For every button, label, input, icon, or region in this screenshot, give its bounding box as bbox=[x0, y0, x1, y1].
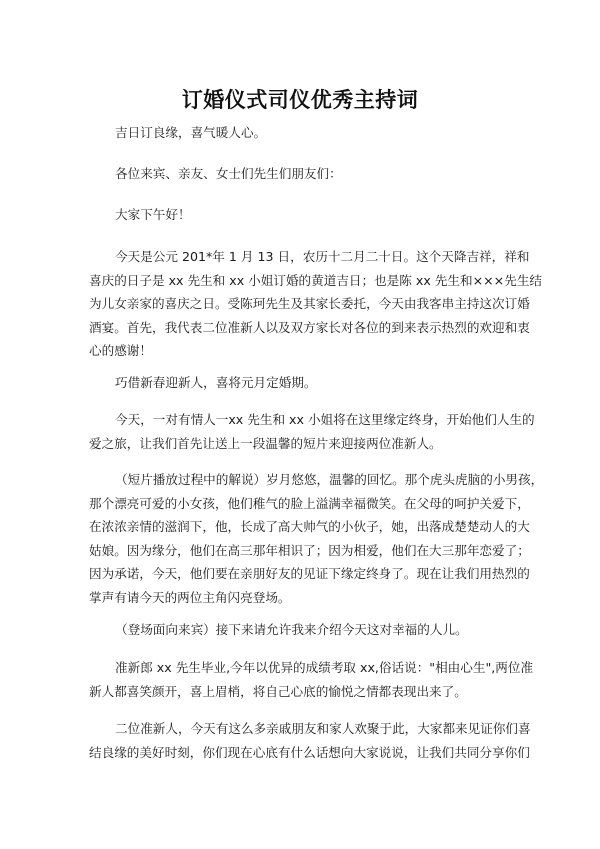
text-line: 新人都喜笑颜开，喜上眉梢，将自己心底的愉悦之情都表现出来了。 bbox=[89, 683, 467, 699]
text-line: 掌声有请今天的两位主角闪亮登场。 bbox=[89, 589, 291, 605]
paragraph-date-welcome bbox=[89, 245, 543, 363]
paragraph-video-narration bbox=[89, 468, 544, 609]
text-line: 吉日订良缘，喜气暖人心。 bbox=[115, 125, 267, 140]
text-line: 今天，一对有情人一xx 先生和 xx 小姐将在这里缘定终身，开始他们人生的 bbox=[115, 412, 535, 427]
document-title: 订婚仪式司仪优秀主持词 bbox=[181, 88, 419, 112]
text-line: 在浓浓亲情的滋润下，他，长成了高大帅气的小伙子，她，出落成楚楚动人的大 bbox=[89, 519, 530, 534]
text-line: 大家下午好！ bbox=[115, 207, 191, 222]
text-line: 为儿女亲家的喜庆之日。受陈珂先生及其家长委托，今天由我客串主持这次订婚 bbox=[89, 296, 530, 311]
paragraph-couple-intro bbox=[89, 408, 535, 455]
text-line: （登场面向来宾）接下来请允许我来介绍今天这对幸福的人儿。 bbox=[115, 622, 468, 637]
paragraph-entrance bbox=[89, 618, 531, 642]
text-line: 爱之旅，让我们首先让送上一段温馨的短片来迎接两位准新人。 bbox=[89, 435, 442, 451]
text-line: 酒宴。首先，我代表二位准新人以及双方家长对各位的到来表示热烈的欢迎和衷 bbox=[89, 319, 530, 335]
text-line: 心的感谢！ bbox=[89, 343, 152, 358]
text-line: （短片播放过程中的解说）岁月悠悠，温馨的回忆。那个虎头虎脑的小男孩， bbox=[115, 472, 544, 487]
text-line: 今天是公元 201*年 1 月 13 日，农历十二月二十日。这个天降吉祥，祥和 bbox=[115, 249, 530, 264]
text-line: 姑娘。因为缘分，他们在高三那年相识了；因为相爱，他们在大三那年恋爱了； bbox=[89, 542, 530, 558]
text-line: 结良缘的美好时刻，你们现在心底有什么话想向大家说说，让我们共同分享你们 bbox=[89, 744, 530, 760]
paragraph-share-words bbox=[89, 717, 531, 764]
text-line: 喜庆的日子是 xx 先生和 xx 小姐订婚的黄道吉日；也是陈 xx 先生和×××先生结 bbox=[89, 272, 543, 288]
paragraph-groom-intro bbox=[89, 656, 534, 703]
paragraph-greeting-verse bbox=[89, 121, 531, 145]
text-line: 因为承诺，今天，他们要在亲朋好友的见证下缘定终身了。现在让我们用热烈的 bbox=[89, 566, 530, 581]
paragraph-new-year-verse bbox=[89, 371, 531, 395]
paragraph-good-afternoon bbox=[89, 203, 531, 227]
text-line: 二位准新人，今天有这么多亲戚朋友和家人欢聚于此，大家都来见证你们喜 bbox=[115, 721, 531, 736]
text-line: 准新郎 xx 先生毕业,今年以优异的成绩考取 xx,俗话说："相由心生",两位准 bbox=[115, 660, 534, 675]
paragraph-salutation bbox=[89, 162, 531, 186]
text-line: 那个漂亮可爱的小女孩，他们稚气的脸上溢满幸福微笑。在父母的呵护关爱下， bbox=[89, 495, 530, 511]
text-line: 巧借新春迎新人，喜将元月定婚期。 bbox=[115, 375, 317, 390]
text-line: 各位来宾、亲友、女士们先生们朋友们： bbox=[115, 166, 342, 181]
